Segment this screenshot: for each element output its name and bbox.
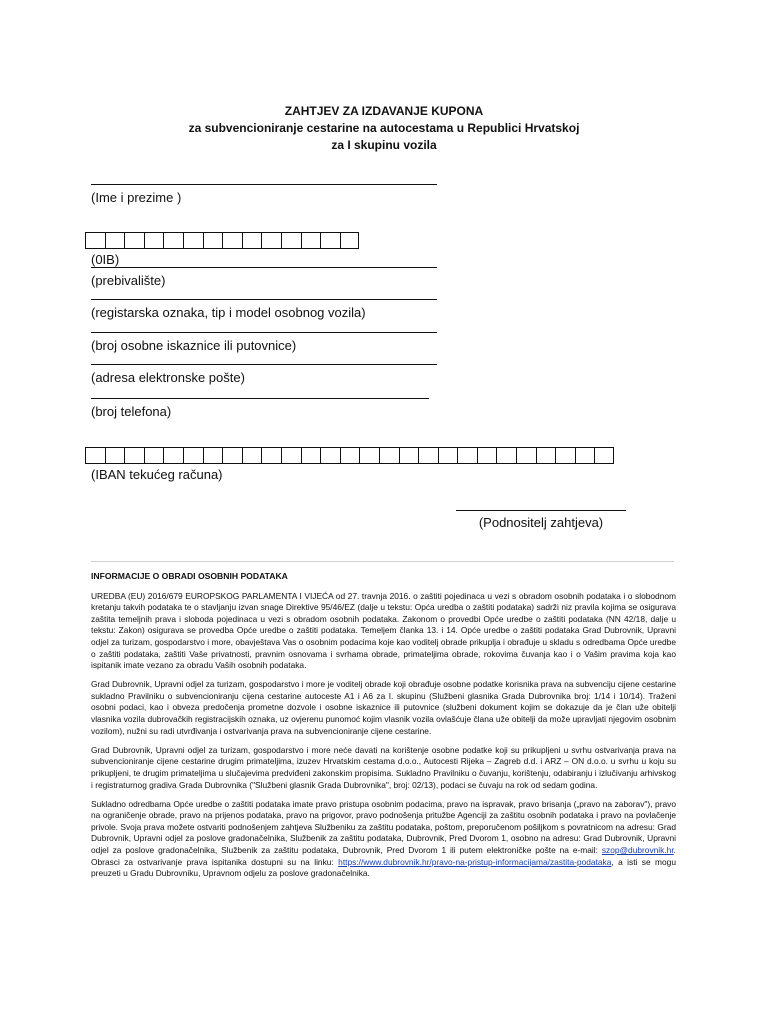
iban-box[interactable] [575,447,595,464]
iban-box[interactable] [340,447,360,464]
phone-line[interactable] [91,398,429,399]
oib-box[interactable] [281,232,301,249]
iban-box[interactable] [222,447,242,464]
iban-field [91,462,223,482]
iban-box[interactable] [516,447,536,464]
paragraph-4-start: Sukladno odredbama Opće uredbe o zaštiti podataka imate pravo pristupa osobnim podacima, pravo na ispravak, pravo brisanja („pravo na zaborav"), pravo na ograničenje obrade, pravo na prijenos podataka, pravo na prigovor, pravo podnošenja pritužbe Agenciji za zaštitu osobnih podataka i pravo na povlačenje privole. Svoja prava možete ostvariti podnošenjem zahtjeva Službeniku za zaštitu podataka, poštom, preporučenom pošiljkom s povratnicom na adresu: Grad Dubrovnik, Upravni odjel za poslove gradonačelnika, Službenik za zaštitu podataka, Dubrovnik, Pred Dvorom 1, osobno na adresu: Grad Dubrovnik, Upravni odjel za poslove gradonačelnika, Službenik za zaštitu podataka, Dubrovnik, Pred Dvorom 1 ili putem elektroničke pošte na e-mail: [91,798,676,855]
oib-box[interactable] [203,232,223,249]
iban-box[interactable] [281,447,301,464]
vehicle-label: (registarska oznaka, tip i model osobnog vozila) [91,305,366,320]
oib-box[interactable] [261,232,281,249]
iban-box[interactable] [457,447,477,464]
oib-box[interactable] [320,232,340,249]
oib-box[interactable] [183,232,203,249]
iban-box[interactable] [320,447,340,464]
paragraph-4-end: , a isti se mogu preuzeti u Gradu Dubrovniku, Upravnom odjelu za poslove gradonačelnika. [91,856,676,879]
iban-box[interactable] [555,447,575,464]
oib-box[interactable] [144,232,164,249]
iban-box[interactable] [359,447,379,464]
signature-block[interactable] [456,510,626,530]
privacy-info-section [91,571,676,887]
oib-box[interactable] [301,232,321,249]
oib-box[interactable] [242,232,262,249]
residence-label: (prebivalište) [91,273,166,288]
iban-box[interactable] [261,447,281,464]
form-title [0,103,768,154]
iban-box[interactable] [496,447,516,464]
oib-box[interactable] [222,232,242,249]
iban-box[interactable] [301,447,321,464]
id-document-line[interactable] [91,332,437,333]
title-line-2: za subvencioniranje cestarine na autocestama u Republici Hrvatskoj [188,121,580,135]
name-field[interactable] [91,184,437,205]
email-field[interactable] [91,364,437,385]
oib-field [91,247,119,267]
oib-boxes[interactable] [85,232,359,249]
forms-url-link[interactable]: https://www.dubrovnik.hr/pravo-na-pristup-informacijama/zastita-podataka [338,856,612,867]
oib-box[interactable] [163,232,183,249]
name-line[interactable] [91,184,437,185]
privacy-paragraph-3: Grad Dubrovnik, Upravni odjel za turizam, gospodarstvo i more neće davati na korištenje osobne podatke koji su prikupljeni u svrhu ostvarivanja prava na subvencioniranje cijene cestarine drugim primateljima, izuzev Hrvatskim cestama d.o.o., Autocesti Rijeka – Zagreb d.d. i ARZ – ON d.o.o. u svrhu u koju su prikupljeni, te drugim primateljima u slučajevima predviđeni zakonskim propisima. Sukladno Pravilniku o čuvanju, korištenju, odabiranju i izlučivanju arhivskog i registraturnog gradiva Grada Dubrovnika ("Službeni glasnik Grada Dubrovnika", broj: 02/13), podaci se čuvaju na rok od sedam godina. [91,744,676,790]
privacy-paragraph-2: Grad Dubrovnik, Upravni odjel za turizam, gospodarstvo i more je voditelj obrade koji obrađuje osobne podatke korisnika prava na subvenciju cijene cestarine sukladno Pravilniku o subvencioniranju cijena cestarine autoceste A1 i A6 za I. skupinu (Službeni glasnika Grada Dubrovnika broj: 1/14 i 10/14). Traženi osobni podaci, kao i obveza predočenja prometne dozvole i osobne iskaznice ili putovnice (službeni dokument kojim se dokazuje da je član uže obitelji vlasnika vozila dubrovačkih registracijskih oznaka, uz ovjerenu punomoć kojim vlasnik vozila ovlašćuje člana uže obitelji da može upravljati njegovim osobnim vozilom), nužni su radi utvrđivanja i ostvarivanja prava na subvencioniranje cijene cestarine. [91,679,676,736]
section-divider [91,561,674,562]
iban-box[interactable] [438,447,458,464]
iban-box[interactable] [594,447,614,464]
email-line[interactable] [91,364,437,365]
phone-field[interactable] [91,398,429,419]
email-link[interactable]: szop@dubrovnik.hr [601,844,674,855]
name-label: (Ime i prezime ) [91,190,182,205]
privacy-paragraph-4 [91,799,676,880]
oib-box[interactable] [340,232,360,249]
signature-line[interactable] [456,510,626,511]
residence-field[interactable] [91,267,437,288]
residence-line[interactable] [91,267,437,268]
iban-box[interactable] [242,447,262,464]
iban-box[interactable] [477,447,497,464]
title-line-1: ZAHTJEV ZA IZDAVANJE KUPONA [284,104,484,118]
iban-box[interactable] [399,447,419,464]
iban-box[interactable] [379,447,399,464]
oib-label: (0IB) [91,252,120,267]
privacy-paragraph-1: UREDBA (EU) 2016/679 EUROPSKOG PARLAMENTA I VIJEĆA od 27. travnja 2016. o zaštiti pojedinaca u vezi s obradom osobnih podataka i o slobodnom kretanju takvih podataka te o stavljanju izvan snage Direktive 95/46/EZ (dalje u tekstu: Opća uredba o zaštiti podataka) sadrži niz pravila kojima se osigurava zaštita temeljnih prava i sloboda pojedinaca u vezi s obradom osobnih podataka. Zakonom o provedbi Opće uredbe o zaštiti podataka (NN 42/18, dalje u tekstu: Zakon) osigurava se provedba Opće uredbe o zaštiti podataka. Temeljem članka 13. i 14. Opće uredbe o zaštiti podataka Grad Dubrovnik, Upravni odjel za turizam, gospodarstvo i more, obavještava Vas o osobnim podacima koje kao voditelj obrade prikuplja i obrađuje u skladu s odredbama Opće uredbe o zaštiti podataka, zaštiti Vaše privatnosti, pravnim osnovama i svrhama obrade, primateljima obrade, rokovima čuvanja kao i o Vašim pravima koja kao ispitanik imate vezano za obradu Vaših osobnih podataka. [91,590,676,671]
vehicle-field[interactable] [91,299,437,320]
id-document-field[interactable] [91,332,437,353]
privacy-heading: INFORMACIJE O OBRADI OSOBNIH PODATAKA [91,571,288,581]
iban-box[interactable] [536,447,556,464]
oib-box[interactable] [124,232,144,249]
iban-box[interactable] [418,447,438,464]
vehicle-line[interactable] [91,299,437,300]
signature-label: (Podnositelj zahtjeva) [478,515,604,530]
iban-label: (IBAN tekućeg računa) [91,467,223,482]
id-document-label: (broj osobne iskaznice ili putovnice) [91,338,297,353]
title-line-3: za I skupinu vozila [331,138,437,152]
paragraph-4-mid: . Obrasci za ostvarivanje prava ispitanika dostupni su na linku: [91,844,676,867]
email-label: (adresa elektronske pošte) [91,370,245,385]
phone-label: (broj telefona) [91,404,172,419]
